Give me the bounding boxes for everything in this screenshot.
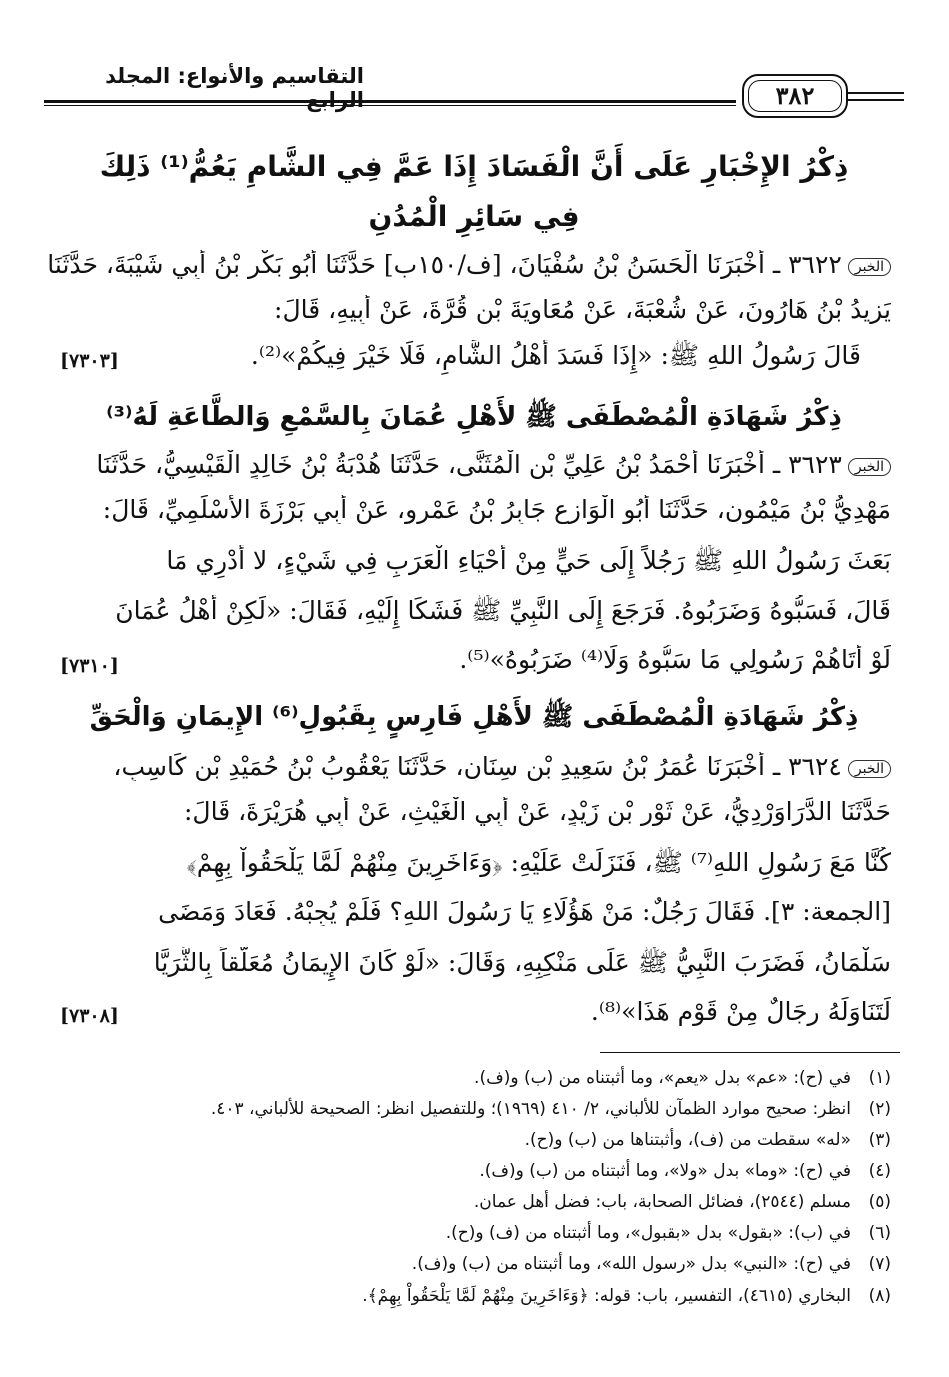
footnote: (٧)في (ح): «النبي» بدل «رسول الله»، وما أثبتناه من (ب) و(ف). [411,1254,891,1274]
khabar-badge: الخبر [848,458,891,476]
hadith-line: [الجمعة: ٣]. فَقَالَ رَجُلٌ: مَنْ هَؤُلَاءِ يَا رَسُولَ اللهِ؟ فَلَمْ يُجِبْهُ. فَعَادَ وَمَضَى [158,897,891,926]
footnote: (٤)في (ح): «وما» بدل «ولا»، وما أثبتناه من (ب) و(ف). [479,1161,891,1181]
hadith-line: لَوْ أَتَاهُمْ رَسُولِي مَا سَبُّوهُ وَلَا⁽⁴⁾ ضَرَبُوهُ»⁽⁵⁾. [459,645,891,674]
hadith-line: قَالَ، فَسَبُّوهُ وَضَرَبُوهُ. فَرَجَعَ إِلَى النَّبِيِّ ﷺ فَشَكَا إِلَيْهِ، فَقَالَ: «لَكِنْ أَهْلُ عُمَانَ [115,596,891,625]
page-number: ٣٨٢ [742,74,848,118]
hadith-line: كُنَّا مَعَ رَسُولِ اللهِ⁽⁷⁾ ﷺ، فَنَزَلَتْ عَلَيْهِ: ﴿وَءَاخَرِينَ مِنْهُمْ لَمَّا يَلْحَقُواْ بِهِمْ﴾ [186,848,891,877]
footnote: (١)في (ح): «عم» بدل «يعم»، وما أثبتناه من (ب) و(ف). [474,1068,891,1088]
header-rule-thin [44,105,736,106]
hadith-line: الخبر٣٦٢٣ ـ أَخْبَرَنَا أَحْمَدُ بْنُ عَلِيِّ بْنِ الْمُثَنَّى، حَدَّثَنَا هُدْبَةُ بْنُ خَالِدٍ الْقَيْسِيُّ، حَدَّثَنَا [46,450,891,479]
hadith-line: بَعَثَ رَسُولُ اللهِ ﷺ رَجُلاً إِلَى حَيٍّ مِنْ أَحْيَاءِ الْعَرَبِ فِي شَيْءٍ، لا أَدْرِي مَا [166,546,891,575]
footnote: (٨)البخاري (٤٦١٥)، التفسير، باب: قوله: ﴿وَءَاخَرِينَ مِنْهُمْ لَمَّا يَلْحَقُواْ بِهِمْ﴾. [362,1286,891,1306]
footnote: (٥)مسلم (٢٥٤٤)، فضائل الصحابة، باب: فضل أهل عمان. [473,1192,891,1212]
footnote-rule [600,1052,900,1053]
section-heading: ذِكْرُ شَهَادَةِ الْمُصْطَفَى ﷺ لأَهْلِ عُمَانَ بِالسَّمْعِ وَالطَّاعَةِ لَهُ⁽³⁾ [106,402,842,432]
header-rule [44,100,736,103]
page-number-rule [846,99,904,101]
hadith-line: سَلْمَانُ، فَضَرَبَ النَّبِيُّ ﷺ عَلَى مَنْكِبِهِ، وَقَالَ: «لَوْ كَانَ الإِيمَانُ مُعَلَّقاً بِالثُّرَيَّا [153,948,891,977]
hadith-reference: [٧٣١٠] [60,655,119,677]
hadith-line: يَزِيدُ بْنُ هَارُونَ، عَنْ شُعْبَةَ، عَنْ مُعَاوِيَةَ بْنِ قُرَّةَ، عَنْ أَبِيهِ، قَالَ: [274,295,891,324]
khabar-badge: الخبر [848,760,891,778]
footnote: (٢)انظر: صحيح موارد الظمآن للألباني، ٢/ ٤١٠ (١٩٦٩)؛ وللتفصيل انظر: الصحيحة للألباني، ٤٠٣. [210,1099,891,1119]
hadith-line: مَهْدِيُّ بْنُ مَيْمُونٍ، حَدَّثَنَا أَبُو الْوَازِعِ جَابِرُ بْنُ عَمْرٍو، عَنْ أَبِي بَرْزَةَ الأَسْلَمِيِّ، قَالَ: [102,495,891,524]
hadith-line: الخبر٣٦٢٢ ـ أَخْبَرَنَا الْحَسَنُ بْنُ سُفْيَانَ، [ف/١٥٠ب] حَدَّثَنَا أَبُو بَكْرِ بْنُ أَبِي شَيْبَةَ، حَدَّثَنَا [46,250,891,279]
section-heading: ذِكْرُ الإِخْبَارِ عَلَى أَنَّ الْفَسَادَ إِذَا عَمَّ فِي الشَّامِ يَعُمُّ⁽¹⁾ ذَلِكَ [99,150,849,183]
page-number-rule [846,92,904,94]
hadith-line: حَدَّثَنَا الدَّرَاوَرْدِيُّ، عَنْ ثَوْرِ بْنِ زَيْدٍ، عَنْ أَبِي الْغَيْثِ، عَنْ أَبِي هُرَيْرَةَ، قَالَ: [184,797,891,826]
footnote: (٣)«له» سقطت من (ف)، وأثبتناها من (ب) و(ح). [524,1130,891,1150]
hadith-line: لَتَنَاوَلَهُ رِجَالٌ مِنْ قَوْمِ هَذَا»⁽⁸⁾. [590,997,891,1026]
hadith-line: الخبر٣٦٢٤ ـ أَخْبَرَنَا عُمَرُ بْنُ سَعِيدِ بْنِ سِنَانٍ، حَدَّثَنَا يَعْقُوبُ بْنُ حُمَيْدِ بْنِ كَاسِبٍ، [46,752,891,781]
section-heading: ذِكْرُ شَهَادَةِ الْمُصْطَفَى ﷺ لأَهْلِ فَارِسٍ بِقَبُولِ⁽⁶⁾ الإِيمَانِ وَالْحَقِّ [89,702,859,732]
khabar-badge: الخبر [848,258,891,276]
section-heading: فِي سَائِرِ الْمُدُنِ [368,200,580,233]
hadith-reference: [٧٣٠٣] [60,350,119,372]
footnote: (٦)في (ب): «بقول» بدل «بقبول»، وما أثبتناه من (ف) و(ح). [445,1223,891,1243]
running-title: التقاسيم والأنواع: المجلد الرابع [105,64,364,112]
hadith-line: قَالَ رَسُولُ اللهِ ﷺ: «إِذَا فَسَدَ أَهْلُ الشَّامِ، فَلَا خَيْرَ فِيكُمْ»⁽²⁾. [250,341,861,370]
hadith-reference: [٧٣٠٨] [60,1005,119,1027]
